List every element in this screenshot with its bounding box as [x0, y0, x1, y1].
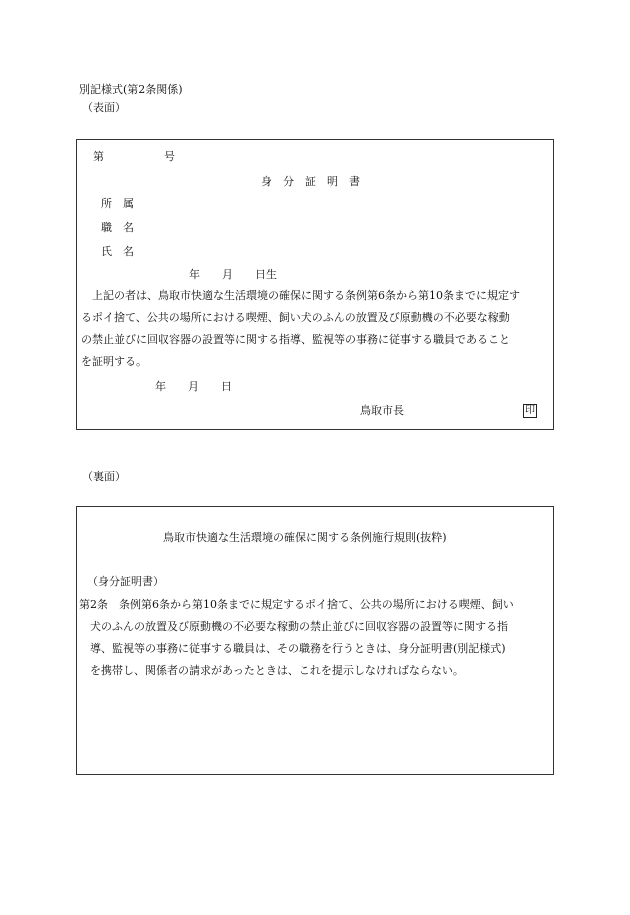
certificate-title: 身 分 証 明 書 — [261, 175, 360, 188]
regulation-title: 鳥取市快適な生活環境の確保に関する条例施行規則(抜粋) — [163, 531, 447, 544]
back-side-label: （裏面） — [82, 470, 126, 483]
seal-mark: 印 — [525, 405, 535, 416]
certificate-number-suffix: 号 — [164, 150, 175, 163]
certificate-body-line: の禁止並びに回収容器の設置等に関する指導、監視等の事務に従事する職員であること — [81, 333, 510, 346]
article-text — [79, 594, 553, 682]
position-label: 職 名 — [101, 221, 134, 234]
certificate-body — [81, 285, 553, 373]
article-line: を携帯し、関係者の請求があったときは、これを提示しなければならない。 — [90, 664, 464, 677]
front-side-label: （表面） — [82, 101, 126, 114]
name-label: 氏 名 — [101, 245, 134, 258]
article-line: 導、監視等の事務に従事する職員は、その職務を行うときは、身分証明書(別記様式) — [90, 642, 506, 655]
affiliation-label: 所 属 — [101, 197, 134, 210]
article-line: 第2条 条例第6条から第10条までに規定するポイ捨て、公共の場所における喫煙、飼い — [79, 598, 514, 611]
back-regulation-box — [76, 506, 554, 775]
front-certificate-box — [76, 139, 554, 430]
issue-date: 年 月 日 — [155, 380, 232, 393]
section-heading: （身分証明書） — [87, 575, 164, 588]
form-label: 別記様式(第2条関係) — [79, 83, 183, 96]
certificate-body-line: 上記の者は、鳥取市快適な生活環境の確保に関する条例第6条から第10条までに規定す — [81, 289, 520, 302]
article-line: 犬のふんの放置及び原動機の不必要な稼動の禁止並びに回収容器の設置等に関する指 — [90, 620, 508, 633]
certificate-number-prefix: 第 — [93, 150, 104, 163]
birthdate: 年 月 日生 — [189, 268, 277, 281]
certificate-body-line: を証明する。 — [81, 355, 147, 368]
issuer: 鳥取市長 — [360, 404, 404, 417]
certificate-body-line: るポイ捨て、公共の場所における喫煙、飼い犬のふんの放置及び原動機の不必要な稼動 — [81, 311, 510, 324]
